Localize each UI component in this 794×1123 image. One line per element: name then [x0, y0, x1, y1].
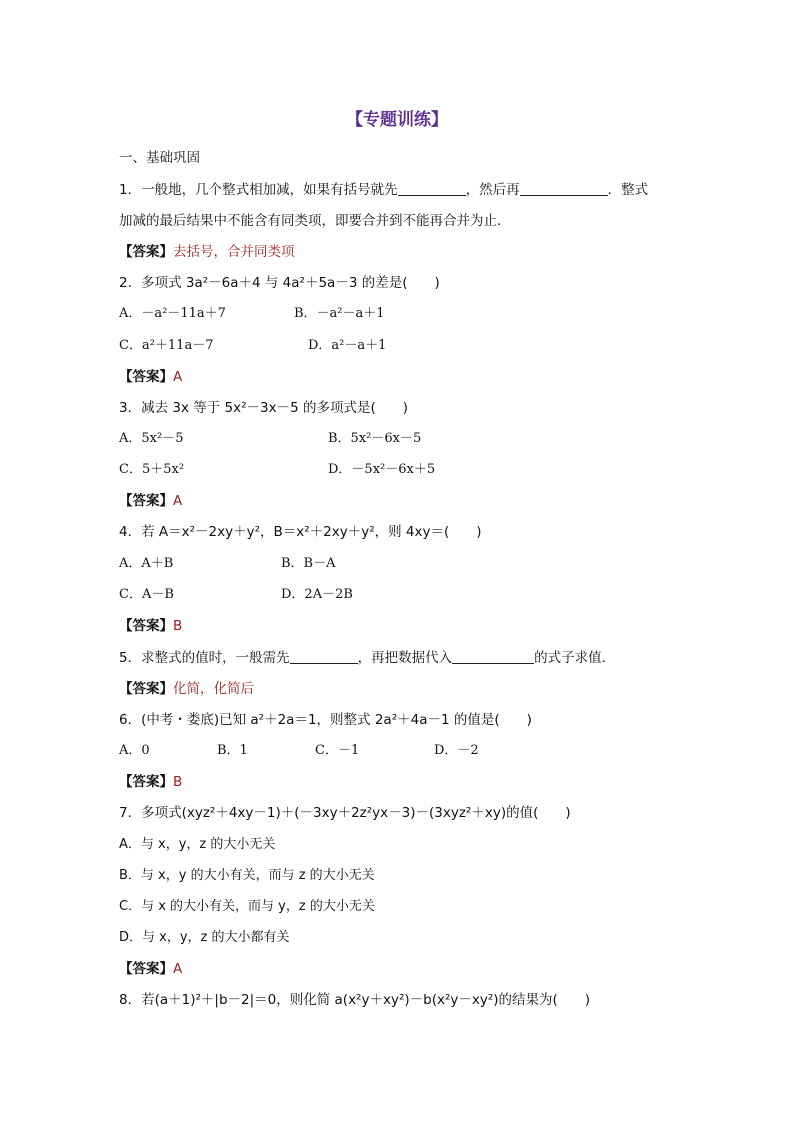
option-c: C．与 x 的大小有关，而与 y，z 的大小无关: [119, 899, 375, 914]
option-c: C．－1: [315, 743, 360, 758]
option-a: A．与 x，y，z 的大小无关: [119, 837, 276, 852]
question-6: 6．(中考・娄底)已知 a²＋2a＝1，则整式 2a²＋4a－1 的值是( ): [119, 712, 532, 728]
option-b: B．1: [217, 743, 248, 758]
option-a: A．－a²－11a＋7: [119, 306, 226, 321]
answer-7: 【答案】A: [119, 961, 183, 977]
question-2: 2．多项式 3a²－6a＋4 与 4a²＋5a－3 的差是( ): [119, 275, 440, 291]
option-b: B．5x²－6x－5: [328, 431, 422, 446]
option-a: A．0: [119, 743, 150, 758]
question-4: 4．若 A＝x²－2xy＋y²，B＝x²＋2xy＋y²，则 4xy＝( ): [119, 524, 482, 540]
question-3: 3．减去 3x 等于 5x²－3x－5 的多项式是( ): [119, 400, 409, 416]
page-title: 【专题训练】: [346, 110, 448, 130]
fill-blank: [290, 649, 358, 664]
option-d: D．2A－2B: [281, 587, 353, 602]
option-b: B．与 x，y 的大小有关，而与 z 的大小无关: [119, 868, 375, 883]
answer-2: 【答案】A: [119, 369, 183, 385]
answer-1: 【答案】去括号，合并同类项: [119, 244, 295, 260]
option-c: C．a²＋11a－7: [119, 338, 214, 353]
answer-4: 【答案】B: [119, 618, 183, 634]
fill-blank: [520, 181, 608, 196]
answer-6: 【答案】B: [119, 774, 183, 790]
option-c: C．5＋5x²: [119, 462, 185, 477]
section-heading: 一、基础巩固: [119, 150, 200, 166]
question-5: 5．求整式的值时，一般需先 ，再把数据代入 的式子求值．: [119, 650, 616, 666]
option-b: B．B－A: [281, 556, 336, 571]
option-c: C．A－B: [119, 587, 174, 602]
question-1: 1．一般地，几个整式相加减，如果有括号就先 ，然后再 ．整式: [119, 182, 649, 198]
option-d: D．－2: [434, 743, 479, 758]
answer-3: 【答案】A: [119, 493, 183, 509]
fill-blank: [398, 181, 466, 196]
question-8: 8．若(a＋1)²＋|b－2|＝0，则化简 a(x²y＋xy²)－b(x²y－xy²)的结果为( ): [119, 992, 591, 1008]
option-b: B．－a²－a＋1: [294, 306, 385, 321]
option-a: A．5x²－5: [119, 431, 184, 446]
question-7: 7．多项式(xyz²＋4xy－1)＋(－3xy＋2z²yx－3)－(3xyz²＋xy)的值( ): [119, 805, 571, 821]
answer-5: 【答案】化简，化简后: [119, 681, 254, 697]
question-1-line2: 加减的最后结果中不能含有同类项，即要合并到不能再合并为止．: [119, 213, 511, 229]
fill-blank: [452, 649, 534, 664]
option-a: A．A＋B: [119, 556, 174, 571]
option-d: D．a²－a＋1: [308, 338, 387, 353]
option-d: D．与 x，y，z 的大小都有关: [119, 930, 290, 945]
option-d: D．－5x²－6x＋5: [328, 462, 436, 477]
